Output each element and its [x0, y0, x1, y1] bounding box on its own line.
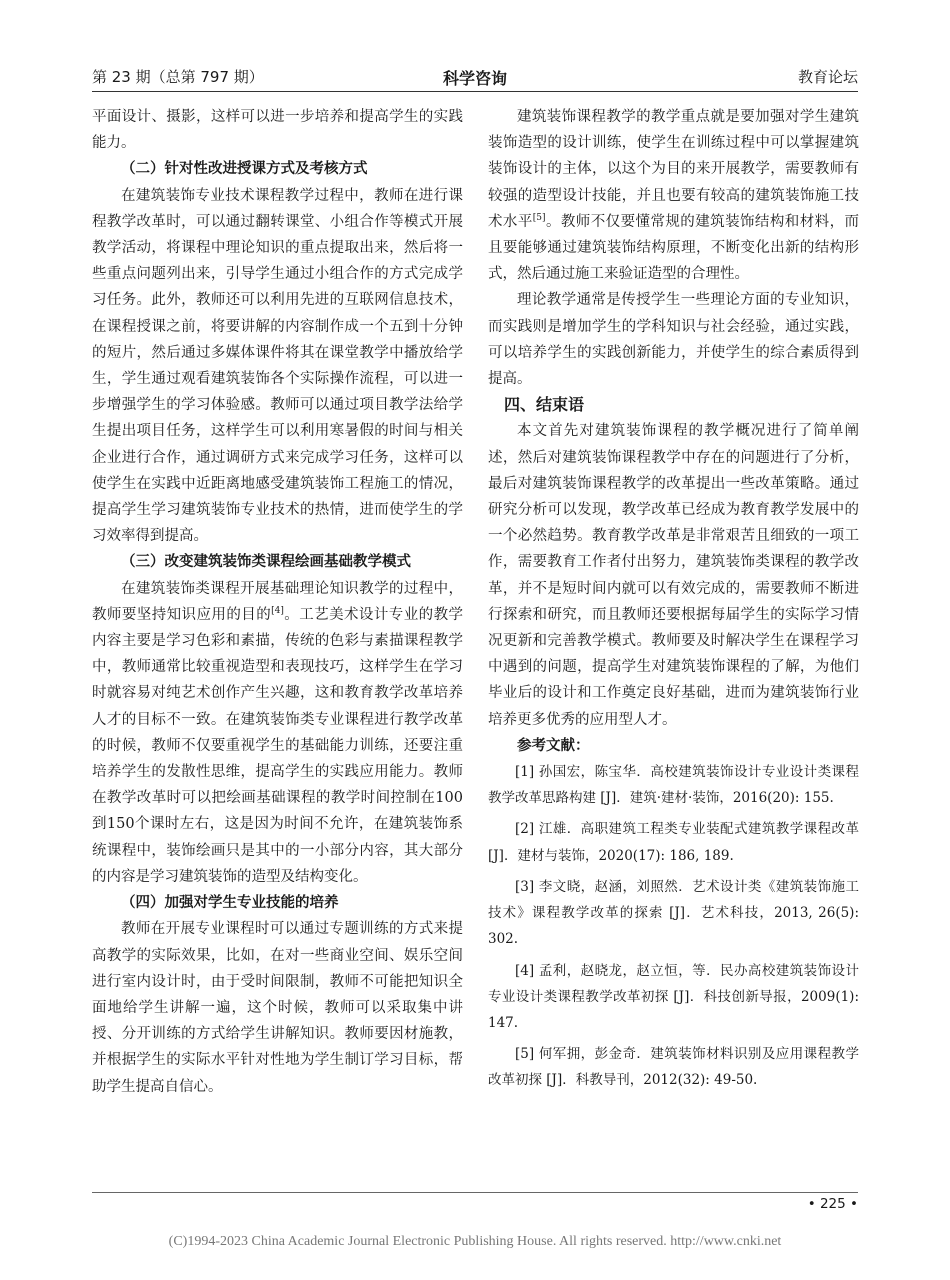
citation-ref: [5] [532, 212, 546, 223]
section-heading: 四、结束语 [504, 395, 585, 415]
paragraph-text: 。教师不仅要懂常规的建筑装饰结构和材料，而且要能够通过建筑装饰结构原理，不断变化出新的结构形式，然后通过施工来验证造型的合理性。 [488, 213, 859, 283]
reference-item: [4] 孟利，赵晓龙，赵立恒，等．民办高校建筑装饰设计专业设计类课程教学改革初探 [J]．科技创新导报，2009(1): 147. [488, 962, 859, 1031]
reference-item: [3] 李文晓，赵涵，刘照然．艺术设计类《建筑装饰施工技术》课程教学改革的探索 [J]．艺术科技，2013, 26(5): 302. [488, 878, 859, 948]
page-number: • 225 • [807, 1196, 858, 1212]
citation-ref: [4] [271, 606, 284, 617]
reference-item: [1] 孙国宏，陈宝华．高校建筑装饰设计专业设计类课程教学改革思路构建 [J]．建筑·建材·装饰，2016(20): 155. [488, 764, 859, 807]
reference-item: [2] 江雄．高职建筑工程类专业装配式建筑教学课程改革 [J]．建材与装饰，2020(17): 186, 189. [488, 821, 859, 864]
paragraph-text: 在建筑装饰类课程开展基础理论知识教学的过程中，教师要坚持知识应用的目的 [92, 580, 463, 623]
section-label: 教育论坛 [797, 68, 858, 86]
page-header [92, 64, 858, 94]
paragraph-text: 建筑装饰课程教学的教学重点就是要加强对学生建筑装饰造型的设计训练，使学生在训练过程中可以掌握建筑装饰设计的主体，以这个为目的来开展教学，需要教师有较强的造型设计技能，并且也要有较高的建筑装饰施工技术水平 [488, 109, 859, 230]
left-column [92, 104, 463, 1100]
subheading-2: （二）针对性改进授课方式及考核方式 [121, 161, 368, 178]
reference-list [488, 759, 859, 1093]
paragraph-text: 。工艺美术设计专业的教学内容主要是学习色彩和素描，传统的色彩与素描课程教学中，教师通常比较重视造型和表现技巧，这样学生在学习时就容易对纯艺术创作产生兴趣，这和教育教学改革培养人才的目标不一致。在建筑装饰类专业课程进行教学改革的时候，教师不仅要重视学生的基础能力训练，还要注重培养学生的发散性思维，提高学生的实践应用能力。教师在教学改革时可以把绘画基础课程的教学时间控制在100到150个课时左右，这是因为时间不允许，在建筑装饰系统课程中，装饰绘画只是其中的一小部分内容，其大部分的内容是学习建筑装饰的造型及结构变化。 [92, 606, 463, 885]
subheading-3: （三）改变建筑装饰类课程绘画基础教学模式 [121, 554, 411, 571]
reference-item: [5] 何军拥，彭金奇．建筑装饰材料识别及应用课程教学改革初探 [J]．科教导刊，2012(32): 49-50. [488, 1046, 859, 1089]
paragraph: 理论教学通常是传授学生一些理论方面的专业知识，而实践则是增加学生的学科知识与社会经验，通过实践，可以培养学生的实践创新能力，并使学生的综合素质得到提高。 [488, 292, 859, 388]
header-divider [92, 91, 858, 92]
paragraph: 教师在开展专业课程时可以通过专题训练的方式来提高教学的实际效果，比如，在对一些商业空间、娱乐空间进行室内设计时，由于受时间限制，教师不可能把知识全面地给学生讲解一遍，这个时候，教师可以采取集中讲授、分开训练的方式给学生讲解知识。教师要因材施教，并根据学生的实际水平针对性地为学生制订学习目标，帮助学生提高自信心。 [92, 921, 463, 1095]
paragraph [488, 104, 859, 287]
issue-info: 第 23 期（总第 797 期） [92, 68, 264, 86]
references-title: 参考文献： [517, 737, 590, 754]
copyright-notice: (C)1994-2023 China Academic Journal Electronic Publishing House. All rights reserved. http://www.cnki.net [168, 1234, 782, 1249]
paragraph: 平面设计、摄影，这样可以进一步培养和提高学生的实践能力。 [92, 109, 463, 152]
paragraph: 本文首先对建筑装饰课程的教学概况进行了简单阐述，然后对建筑装饰课程教学中存在的问题进行了分析，最后对建筑装饰课程教学的改革提出一些改革策略。通过研究分析可以发现，教学改革已经成为教育教学发展中的一个必然趋势。教育教学改革是非常艰苦且细致的一项工作，需要教育工作者付出努力，建筑装饰类课程的教学改革，并不是短时间内就可以有效完成的，需要教师不断进行探索和研究，而且教师还要根据每届学生的实际学习情况更新和完善教学模式。教师要及时解决学生在课程学习中遇到的问题，提高学生对建筑装饰课程的了解，为他们毕业后的设计和工作奠定良好基础，进而为建筑装饰行业培养更多优秀的应用型人才。 [488, 423, 859, 728]
paragraph [92, 576, 463, 890]
right-column [488, 104, 859, 1099]
paragraph: 在建筑装饰专业技术课程教学过程中，教师在进行课程教学改革时，可以通过翻转课堂、小组合作等模式开展教学活动，将课程中理论知识的重点提取出来，然后将一些重点问题列出来，引导学生通过小组合作的方式完成学习任务。此外，教师还可以利用先进的互联网信息技术，在课程授课之前，将要讲解的内容制作成一个五到十分钟的短片，然后通过多媒体课件将其在课堂教学中播放给学生，学生通过观看建筑装饰各个实际操作流程，可以进一步增强学生的学习体验感。教师可以通过项目教学法给学生提出项目任务，这样学生可以利用寒暑假的时间与相关企业进行合作，通过调研方式来完成学习任务，这样可以使学生在实践中近距离地感受建筑装饰工程施工的情况，提高学生学习建筑装饰专业技术的热情，进而使学生的学习效率得到提高。 [92, 187, 463, 545]
subheading-4: （四）加强对学生专业技能的培养 [121, 895, 339, 912]
footer-divider [92, 1192, 858, 1193]
journal-title: 科学咨询 [442, 69, 507, 88]
